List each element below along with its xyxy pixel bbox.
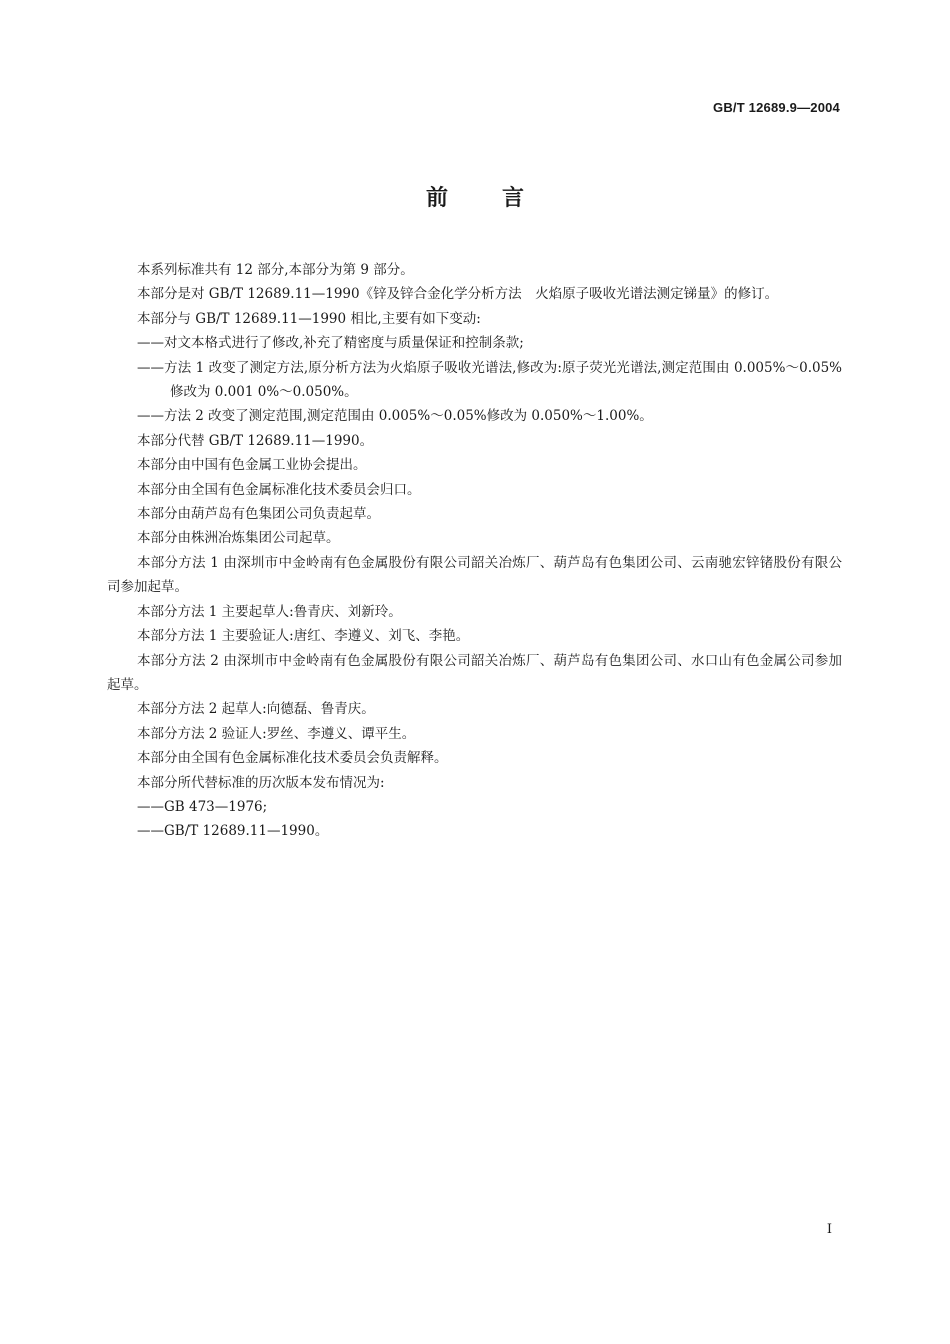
document-body (107, 258, 842, 844)
paragraph: 本部分由全国有色金属标准化技术委员会归口。 (137, 481, 421, 498)
paragraph: 本部分是对 GB/T 12689.11—1990《锌及锌合金化学分析方法 火焰原子吸收光谱法测定锑量》的修订。 (137, 286, 779, 303)
paragraph: 本部分方法 1 由深圳市中金岭南有色金属股份有限公司韶关冶炼厂、葫芦岛有色集团公司、云南驰宏锌锗股份有限公司参加起草。 (107, 554, 842, 596)
version-history-item: ——GB 473—1976; (137, 798, 268, 815)
paragraph: 本部分所代替标准的历次版本发布情况为: (137, 774, 385, 791)
paragraph: 本部分方法 2 起草人:向德磊、鲁青庆。 (137, 701, 375, 718)
paragraph: 本部分与 GB/T 12689.11—1990 相比,主要有如下变动: (137, 310, 481, 327)
page-number: I (826, 1222, 832, 1237)
change-list-item: ——方法 1 改变了测定方法,原分析方法为火焰原子吸收光谱法,修改为:原子荧光光谱法,测定范围由 0.005%～0.05%修改为 0.001 0%～0.050%。 (137, 359, 842, 401)
paragraph: 本部分由株洲冶炼集团公司起草。 (137, 530, 340, 547)
paragraph: 本系列标准共有 12 部分,本部分为第 9 部分。 (137, 262, 414, 278)
paragraph: 本部分方法 1 主要验证人:唐红、李遵义、刘飞、李艳。 (137, 628, 470, 645)
paragraph: 本部分方法 2 验证人:罗丝、李遵义、谭平生。 (137, 725, 416, 742)
paragraph: 本部分方法 2 由深圳市中金岭南有色金属股份有限公司韶关冶炼厂、葫芦岛有色集团公司、水口山有色金属公司参加起草。 (107, 652, 842, 693)
paragraph: 本部分由葫芦岛有色集团公司负责起草。 (137, 506, 380, 523)
change-list-item: ——对文本格式进行了修改,补充了精密度与质量保证和控制条款; (137, 335, 524, 352)
paragraph: 本部分方法 1 主要起草人:鲁青庆、刘新玲。 (137, 603, 402, 620)
paragraph: 本部分由中国有色金属工业协会提出。 (137, 457, 367, 474)
page-title: 前言 (425, 186, 578, 211)
paragraph: 本部分由全国有色金属标准化技术委员会负责解释。 (137, 750, 448, 767)
paragraph: 本部分代替 GB/T 12689.11—1990。 (137, 432, 374, 449)
change-list-item: ——方法 2 改变了测定范围,测定范围由 0.005%～0.05%修改为 0.050%～1.00%。 (137, 408, 653, 425)
version-history-item: ——GB/T 12689.11—1990。 (137, 823, 329, 840)
standard-code: GB/T 12689.9—2004 (713, 100, 840, 115)
